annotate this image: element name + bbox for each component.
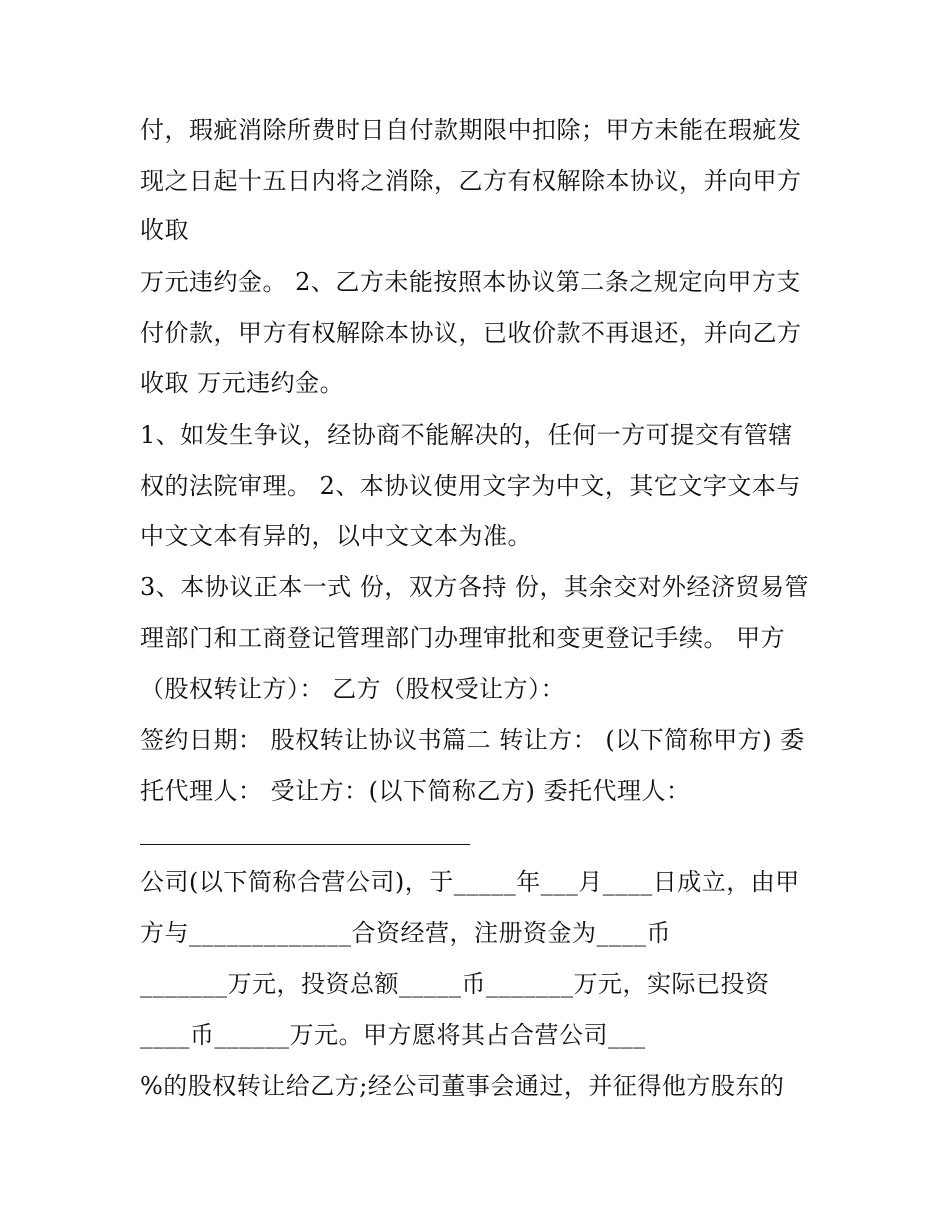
- text-line: （股权转让方）： 乙方（股权受让方）：: [140, 675, 566, 703]
- text-line: 收取: [140, 216, 189, 244]
- text-line: 3、本协议正本一式 份，双方各持 份，其余交对外经济贸易管: [140, 573, 810, 601]
- text-line: 托代理人： 受让方：(以下简称乙方) 委托代理人：: [140, 777, 691, 805]
- text-line: 公司(以下简称合营公司)，于_____年___月____日成立，由甲: [140, 868, 800, 896]
- text-line: 方与_____________合资经营，注册资金为____币: [140, 919, 671, 947]
- text-line: 现之日起十五日内将之消除，乙方有权解除本协议，并向甲方: [140, 167, 802, 195]
- text-line: 签约日期： 股权转让协议书篇二 转让方： (以下简称甲方) 委: [140, 726, 805, 754]
- text-line: 权的法院审理。 2、本协议使用文字为中文，其它文字文本与: [140, 472, 801, 500]
- text-line: 付，瑕疵消除所费时日自付款期限中扣除；甲方未能在瑕疵发: [140, 116, 802, 144]
- text-line: 付价款，甲方有权解除本协议，已收价款不再退还，并向乙方: [140, 319, 802, 347]
- text-line: _______万元，投资总额_____币_______万元，实际已投资: [140, 970, 770, 998]
- text-line: 万元违约金。 2、乙方未能按照本协议第二条之规定向甲方支: [140, 268, 801, 296]
- text-line: 收取 万元违约金。: [140, 369, 345, 397]
- text-line: %的股权转让给乙方;经公司董事会通过，并征得他方股东的: [140, 1072, 785, 1100]
- text-line: 中文文本有异的，以中文文本为准。: [140, 522, 532, 550]
- text-line: ____币______万元。甲方愿将其占合营公司___: [140, 1021, 646, 1049]
- text-line: 理部门和工商登记管理部门办理审批和变更登记手续。 甲方: [140, 624, 786, 652]
- text-line: 1、如发生争议，经协商不能解决的，任何一方可提交有管辖: [140, 421, 793, 449]
- signature-underline: [140, 844, 470, 845]
